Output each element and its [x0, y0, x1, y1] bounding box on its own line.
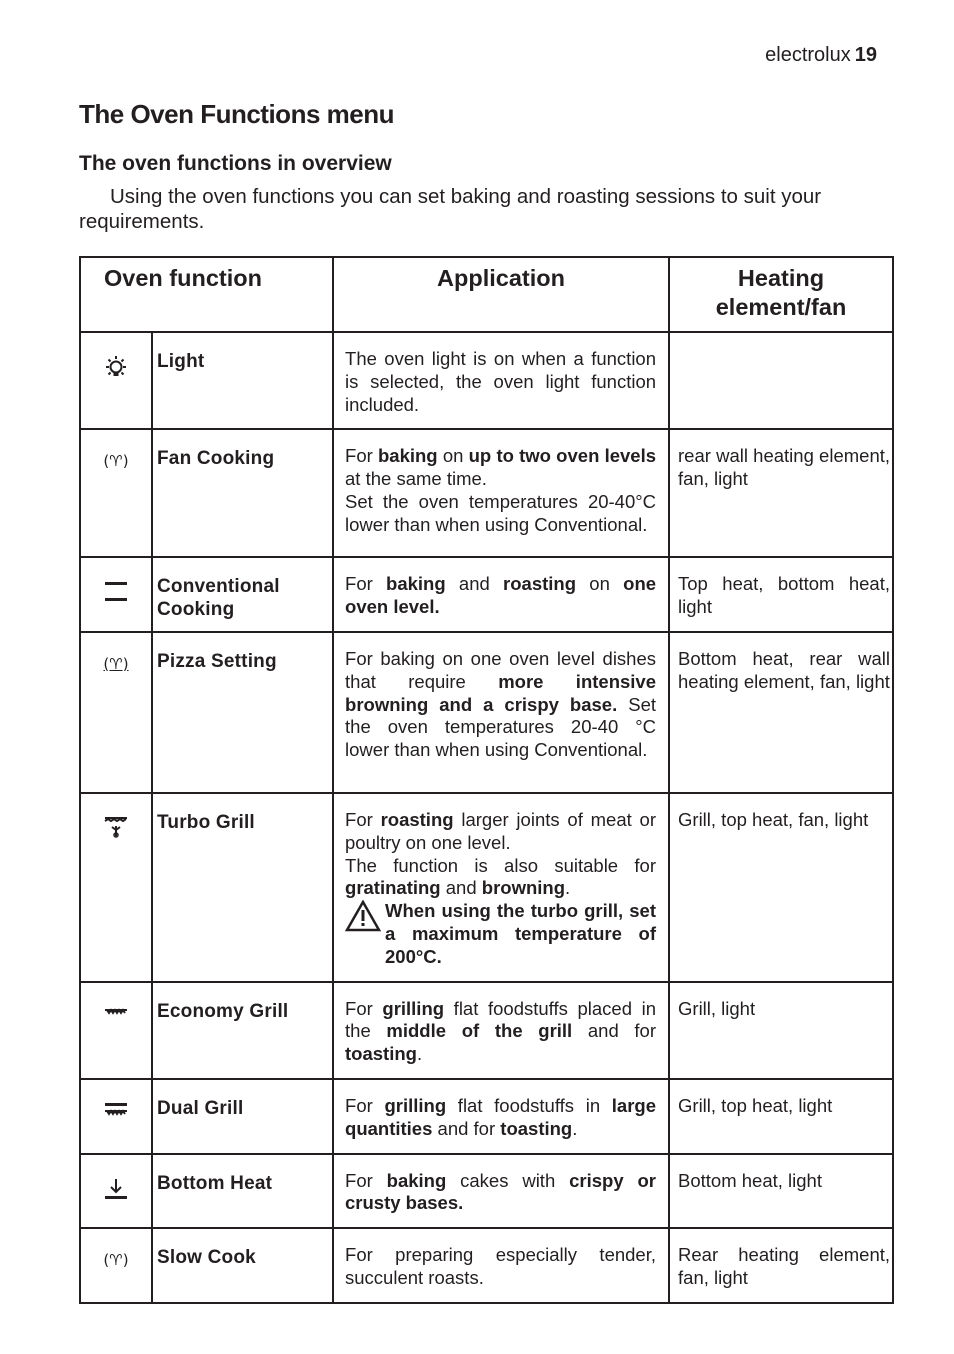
- brand-name: electrolux: [765, 44, 851, 66]
- function-name: Bottom Heat: [152, 1154, 333, 1229]
- application-text: For: [345, 445, 378, 467]
- table-row: [80, 1079, 893, 1154]
- warning-note: [345, 900, 656, 968]
- function-name: Light: [152, 332, 333, 429]
- application-text: baking: [386, 573, 446, 595]
- pizza-icon: (♈): [103, 654, 129, 673]
- application-text: .: [572, 1117, 578, 1139]
- function-application: [333, 1228, 669, 1303]
- table-row: [80, 793, 893, 982]
- turbo-grill-icon: [104, 816, 128, 844]
- application-text: middle of the grill: [386, 1020, 573, 1042]
- function-icon-cell: [80, 982, 152, 1079]
- function-name: Slow Cook: [152, 1228, 333, 1303]
- application-text: .: [416, 1043, 423, 1065]
- header-application: Application: [333, 257, 669, 332]
- function-name: Economy Grill: [152, 982, 333, 1079]
- table-row: [80, 632, 893, 793]
- light-bulb-icon: [103, 355, 129, 385]
- page-title: The Oven Functions menu: [79, 99, 394, 129]
- heating-element: Bottom heat, light: [669, 1154, 893, 1229]
- warning-text: When using the turbo grill, set a maximum temperature of 200°C.: [385, 900, 657, 967]
- table-row: [80, 982, 893, 1079]
- heating-element: Grill, light: [669, 982, 893, 1079]
- function-icon-cell: [80, 429, 152, 557]
- slow-cook-icon: (♈): [103, 1251, 129, 1270]
- function-name: Dual Grill: [152, 1079, 333, 1154]
- application-text: toasting: [500, 1117, 573, 1139]
- function-name: Fan Cooking: [152, 429, 333, 557]
- application-text: The oven light is on when a function is selected, the oven light function included.: [345, 348, 657, 415]
- application-text: For: [345, 1169, 387, 1191]
- application-text: For baking on one oven level dishes that require: [345, 647, 657, 692]
- application-text: more intensive browning and a crispy base.: [345, 670, 657, 715]
- application-text: flat foodstuffs in: [446, 1094, 612, 1116]
- function-application: [333, 1154, 669, 1229]
- function-icon-cell: [80, 557, 152, 632]
- application-text: roasting: [380, 808, 454, 830]
- function-application: [333, 982, 669, 1079]
- heating-element: Grill, top heat, fan, light: [669, 793, 893, 982]
- application-text: crispy or crusty bases.: [345, 1169, 657, 1214]
- function-application: [333, 429, 669, 557]
- table-row: [80, 1154, 893, 1229]
- application-text: baking: [377, 445, 438, 467]
- dual-grill-icon: [104, 1102, 128, 1122]
- oven-functions-table: [79, 256, 894, 1304]
- application-text: browning: [481, 877, 565, 899]
- application-text: up to two oven levels: [468, 445, 657, 467]
- application-text: and for: [572, 1020, 657, 1042]
- table-header-row: [80, 257, 893, 332]
- application-text: on: [437, 445, 469, 467]
- function-icon-cell: [80, 793, 152, 982]
- table-row: [80, 1228, 893, 1303]
- application-text: at the same time.: [345, 468, 487, 490]
- application-text: For: [345, 997, 383, 1019]
- heating-element: Grill, top heat, light: [669, 1079, 893, 1154]
- application-text: Set the oven temperatures 20-40 °C lower than when using Conventional.: [345, 693, 657, 761]
- page-number: 19: [854, 44, 877, 66]
- heating-element: [669, 332, 893, 429]
- table-row: [80, 557, 893, 632]
- function-icon-cell: [80, 1228, 152, 1303]
- application-text: The function is also suitable for: [345, 854, 657, 876]
- fan-icon: (♈): [103, 452, 129, 471]
- function-icon-cell: [80, 332, 152, 429]
- function-application: [333, 1079, 669, 1154]
- application-text: larger joints of meat or poultry on one level.: [345, 808, 657, 853]
- economy-grill-icon: [104, 1005, 128, 1023]
- application-text: For: [345, 808, 381, 830]
- application-text: large quantities: [345, 1094, 657, 1139]
- heating-element: Bottom heat, rear wall heating element, fan, light: [669, 632, 893, 793]
- heating-element: rear wall heating element, fan, light: [669, 429, 893, 557]
- intro-paragraph: Using the oven functions you can set baking and roasting sessions to suit your requirements.: [79, 185, 822, 233]
- header-heating: Heating element/fan: [669, 257, 893, 332]
- function-name: Pizza Setting: [152, 632, 333, 793]
- application-text: flat foodstuffs placed in the: [345, 997, 657, 1042]
- function-application: [333, 332, 669, 429]
- application-text: and: [445, 573, 504, 595]
- application-text: gratinating: [345, 877, 441, 899]
- function-icon-cell: [80, 632, 152, 793]
- function-icon-cell: [80, 1079, 152, 1154]
- heating-element: Top heat, bottom heat, light: [669, 557, 893, 632]
- header-oven-function: Oven function: [80, 257, 333, 332]
- application-text: grilling: [382, 997, 445, 1019]
- function-application: [333, 793, 669, 982]
- bottom-heat-icon: [104, 1177, 128, 1205]
- application-text: grilling: [384, 1094, 447, 1116]
- function-application: [333, 632, 669, 793]
- application-text: .: [565, 877, 571, 899]
- function-name: Turbo Grill: [152, 793, 333, 982]
- top-bottom-heat-icon: [104, 580, 128, 608]
- page-header: [600, 44, 877, 67]
- function-name: Conventional Cooking: [152, 557, 333, 632]
- function-icon-cell: [80, 1154, 152, 1229]
- table-row: [80, 429, 893, 557]
- application-text: one oven level.: [345, 573, 657, 618]
- heating-element: Rear heating element, fan, light: [669, 1228, 893, 1303]
- application-text: cakes with: [446, 1169, 570, 1191]
- application-text: For: [345, 573, 387, 595]
- application-text: roasting: [503, 573, 577, 595]
- application-text: baking: [386, 1169, 447, 1191]
- application-text: on: [576, 573, 624, 595]
- application-text: and: [440, 877, 482, 899]
- application-text: Set the oven temperatures 20-40°C lower than when using Conventional.: [345, 490, 657, 535]
- section-heading: The oven functions in overview: [79, 152, 392, 175]
- application-text: toasting: [345, 1043, 417, 1065]
- table-row: [80, 332, 893, 429]
- application-text: For preparing especially tender, succulent roasts.: [345, 1244, 657, 1288]
- warning-triangle-icon: [345, 900, 381, 932]
- function-application: [333, 557, 669, 632]
- application-text: and for: [432, 1117, 501, 1139]
- application-text: For: [345, 1094, 385, 1116]
